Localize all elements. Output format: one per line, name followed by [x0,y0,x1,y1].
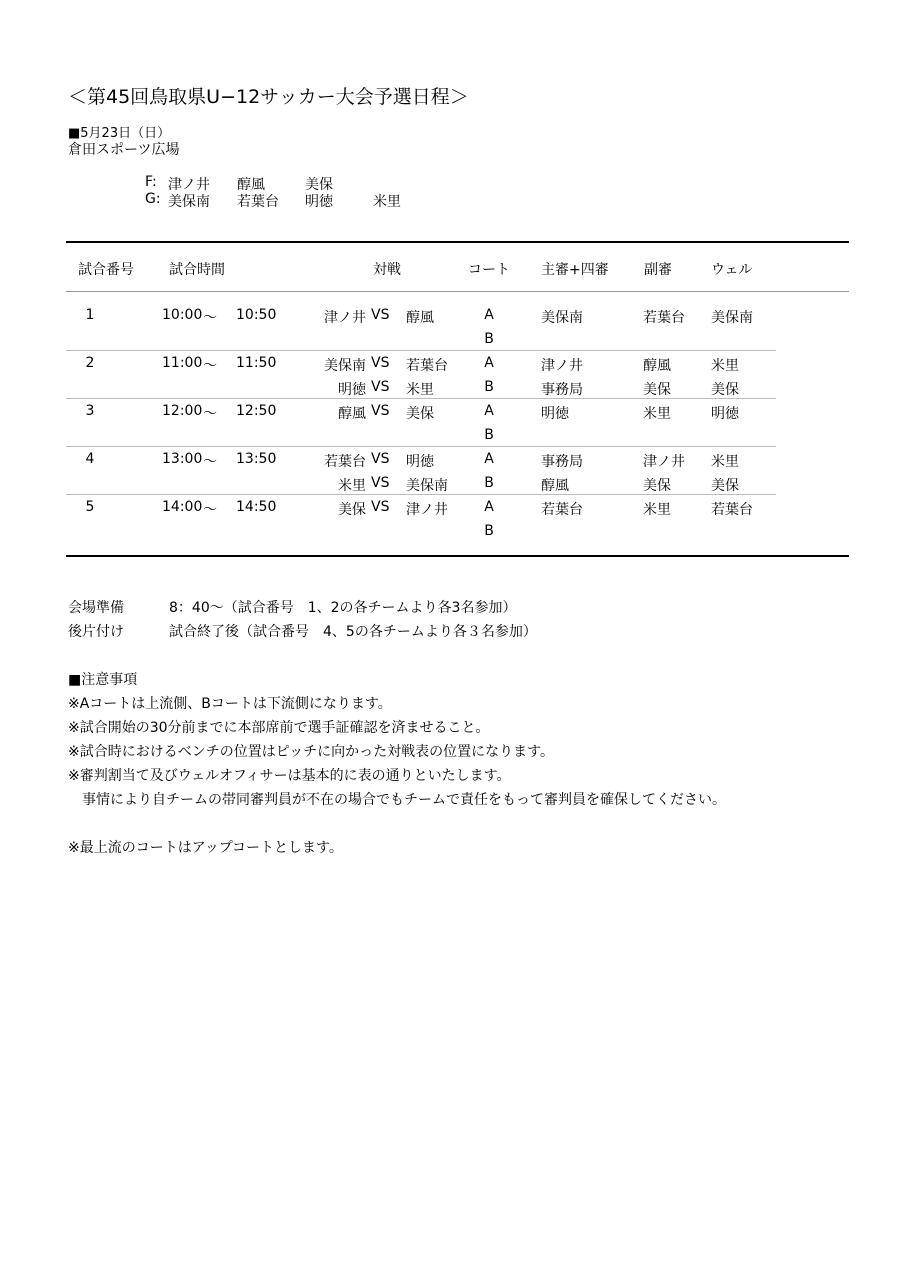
note-item: ※試合開始の30分前までに本部席前で選手証確認を済ませること。 [68,720,490,736]
table-bottom-rule [66,555,849,557]
welfare-officer-name: 明徳 [711,406,739,422]
home-team: 醇風 [338,406,366,422]
row-divider [66,446,776,447]
away-team: 津ノ井 [406,502,448,518]
match-start-time: 11:00 [162,355,203,371]
page-title: ＜第45回鳥取県U−12サッカー大会予選日程＞ [68,86,469,108]
referee-name: 若葉台 [541,502,583,518]
welfare-officer-name: 若葉台 [711,502,753,518]
match-number: 1 [85,307,95,323]
note-item: ※試合時におけるベンチの位置はピッチに向かった対戦表の位置になります。 [68,744,555,760]
away-team: 若葉台 [406,358,448,374]
assistant-referee-name: 美保 [643,382,671,398]
away-team: 美保南 [406,478,448,494]
away-team: 明徳 [406,454,434,470]
home-team: 津ノ井 [324,310,366,326]
court-label: A [484,499,494,515]
court-label: A [484,355,494,371]
venue-name: 倉田スポーツ広場 [68,142,180,158]
away-team: 美保 [406,406,434,422]
row-divider [66,350,776,351]
group-g-team: 若葉台 [237,194,279,210]
versus-label: VS [371,451,390,467]
court-label: A [484,451,494,467]
welfare-officer-name: 美保 [711,478,739,494]
notes-title: ■注意事項 [68,672,138,688]
home-team: 若葉台 [324,454,366,470]
cleanup-label: 後片付け [68,624,124,640]
match-date: ■5月23日（日） [68,126,171,141]
referee-name: 美保南 [541,310,583,326]
court-label: B [484,427,494,443]
home-team: 美保南 [324,358,366,374]
note-item: 事情により自チームの帯同審判員が不在の場合でもチームで責任をもって審判員を確保してください。 [68,792,726,808]
assistant-referee-name: 津ノ井 [643,454,685,470]
away-team: 醇風 [406,310,434,326]
match-number: 3 [85,403,95,419]
referee-name: 事務局 [541,454,583,470]
referee-name: 事務局 [541,382,583,398]
header-assistant: 副審 [644,262,672,278]
time-separator: ～ [203,406,217,422]
time-separator: ～ [203,358,217,374]
match-start-time: 10:00 [162,307,203,323]
prep-text: 8：40～（試合番号 1、2の各チームより各3名参加） [169,600,517,616]
welfare-officer-name: 美保南 [711,310,753,326]
header-matchup: 対戦 [373,262,401,278]
versus-label: VS [371,379,390,395]
assistant-referee-name: 醇風 [643,358,671,374]
row-divider [66,494,776,495]
prep-label: 会場準備 [68,600,124,616]
referee-name: 津ノ井 [541,358,583,374]
referee-name: 醇風 [541,478,569,494]
versus-label: VS [371,475,390,491]
header-referee: 主審+四審 [541,262,609,278]
group-f-label: F: [145,174,157,190]
table-top-rule [66,241,849,243]
group-g-label: G: [145,191,161,207]
header-welfare: ウェル [711,262,753,278]
group-g-team: 米里 [373,194,401,210]
note-item: ※審判割当て及びウェルオフィサーは基本的に表の通りといたします。 [68,768,511,784]
header-court: コート [468,262,510,278]
time-separator: ～ [203,310,217,326]
match-start-time: 12:00 [162,403,203,419]
court-label: B [484,331,494,347]
row-divider [66,398,776,399]
assistant-referee-name: 米里 [643,406,671,422]
group-f-team: 美保 [305,177,333,193]
header-rule [66,291,849,292]
welfare-officer-name: 米里 [711,358,739,374]
time-separator: ～ [203,502,217,518]
match-start-time: 14:00 [162,499,203,515]
match-start-time: 13:00 [162,451,203,467]
match-end-time: 12:50 [236,403,277,419]
match-end-time: 11:50 [236,355,277,371]
home-team: 米里 [338,478,366,494]
court-label: B [484,475,494,491]
match-number: 2 [85,355,95,371]
assistant-referee-name: 美保 [643,478,671,494]
court-label: B [484,523,494,539]
versus-label: VS [371,403,390,419]
versus-label: VS [371,355,390,371]
group-f-team: 醇風 [237,177,265,193]
final-note: ※最上流のコートはアップコートとします。 [68,840,343,856]
court-label: B [484,379,494,395]
home-team: 美保 [338,502,366,518]
away-team: 米里 [406,382,434,398]
assistant-referee-name: 若葉台 [643,310,685,326]
home-team: 明徳 [338,382,366,398]
versus-label: VS [371,499,390,515]
group-g-team: 美保南 [168,194,210,210]
time-separator: ～ [203,454,217,470]
versus-label: VS [371,307,390,323]
welfare-officer-name: 美保 [711,382,739,398]
group-g-team: 明徳 [305,194,333,210]
referee-name: 明徳 [541,406,569,422]
cleanup-text: 試合終了後（試合番号 4、5の各チームより各３名参加） [169,624,537,640]
match-end-time: 13:50 [236,451,277,467]
match-end-time: 10:50 [236,307,277,323]
match-number: 5 [85,499,95,515]
note-item: ※Aコートは上流側、Bコートは下流側になります。 [68,696,392,712]
group-f-team: 津ノ井 [168,177,210,193]
court-label: A [484,307,494,323]
court-label: A [484,403,494,419]
match-number: 4 [85,451,95,467]
assistant-referee-name: 米里 [643,502,671,518]
header-match-no: 試合番号 [78,262,134,278]
match-end-time: 14:50 [236,499,277,515]
header-match-time: 試合時間 [169,262,225,278]
welfare-officer-name: 米里 [711,454,739,470]
